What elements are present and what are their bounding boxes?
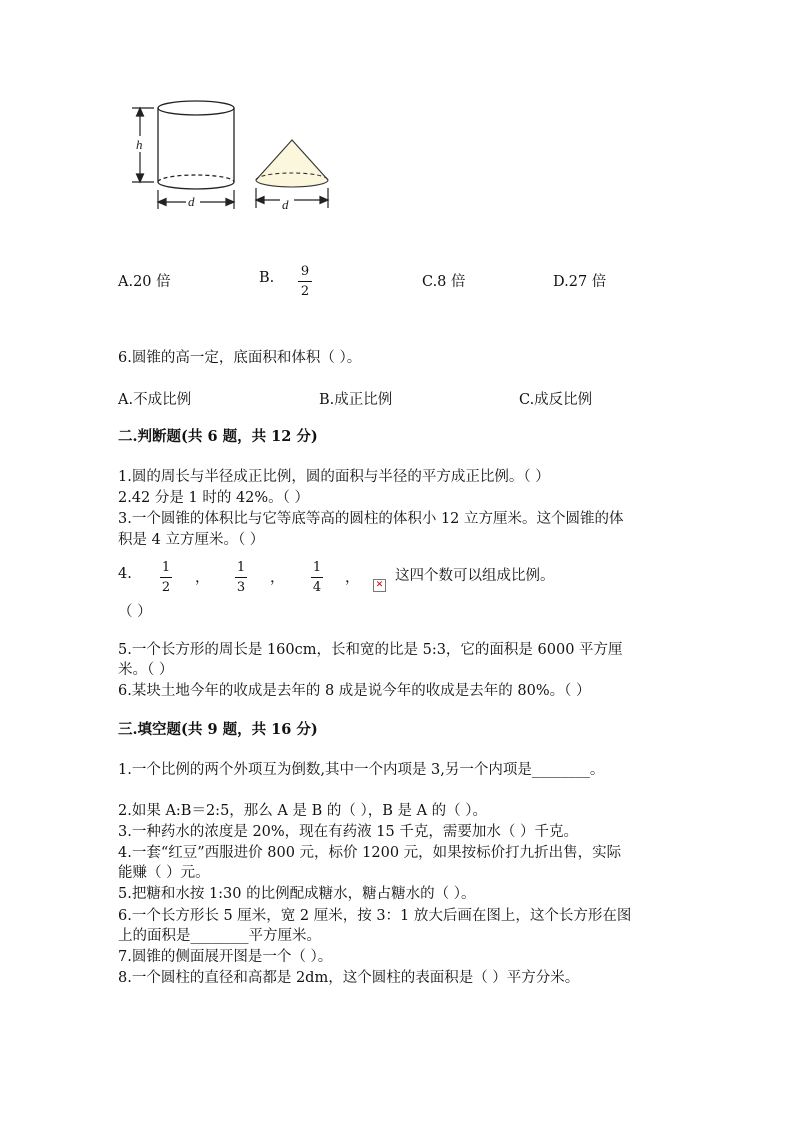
s3-q5: 5.把糖和水按 1:30 的比例配成糖水，糖占糖水的（ ）。 <box>118 886 476 902</box>
section2-heading: 二.判断题(共 6 题，共 12 分) <box>118 428 318 445</box>
s3-q6-line1: 6.一个长方形长 5 厘米，宽 2 厘米，按 3：1 放大后画在图上，这个长方形在图 <box>118 908 632 924</box>
s3-q4-line1: 4.一套“红豆”西服进价 800 元，标价 1200 元，如果按标价打九折出售，实际 <box>118 845 622 861</box>
s2-q5-line1: 5.一个长方形的周长是 160cm，长和宽的比是 5:3，它的面积是 6000 平方厘 <box>118 642 623 658</box>
s2-q4-fraction-3 <box>311 560 323 595</box>
s2-q1: 1.圆的周长与半径成正比例，圆的面积与半径的平方成正比例。（ ） <box>118 469 550 485</box>
broken-image-icon: ✕ <box>373 579 386 592</box>
q6-option-a: A.不成比例 <box>118 392 192 408</box>
q5-option-b-fraction <box>298 264 312 299</box>
q6-stem: 6.圆锥的高一定，底面积和体积（ ）。 <box>118 350 362 366</box>
s2-q4-comma-2: ， <box>270 570 285 586</box>
s3-q7: 7.圆锥的侧面展开图是一个（ ）。 <box>118 949 333 965</box>
fraction-denominator: 4 <box>312 580 322 595</box>
fraction-numerator: 1 <box>236 560 246 575</box>
s2-q4-fraction-1 <box>160 560 172 595</box>
fraction-numerator: 1 <box>312 560 322 575</box>
q5-option-d: D.27 倍 <box>553 274 607 290</box>
s2-q6: 6.某块土地今年的收成是去年的 8 成是说今年的收成是去年的 80%。（ ） <box>118 683 591 699</box>
s2-q4-paren: （ ） <box>118 604 152 620</box>
fraction-numerator: 1 <box>161 560 171 575</box>
cone-diameter-label: d <box>282 197 289 212</box>
height-label: h <box>136 137 143 152</box>
fraction-denominator: 2 <box>161 580 171 595</box>
s2-q4-suffix: 这四个数可以组成比例。 <box>395 568 555 584</box>
q6-option-c: C.成反比例 <box>519 392 593 408</box>
cylinder-cone-figure <box>118 96 348 216</box>
q5-option-c: C.8 倍 <box>422 274 466 290</box>
s2-q3-line2: 积是 4 立方厘米。（ ） <box>118 532 265 548</box>
section3-heading: 三.填空题(共 9 题，共 16 分) <box>118 721 318 738</box>
q5-option-a: A.20 倍 <box>118 274 171 290</box>
s2-q2: 2.42 分是 1 时的 42%。（ ） <box>118 490 310 506</box>
q6-option-b: B.成正比例 <box>319 392 393 408</box>
s3-q4-line2: 能赚（ ）元。 <box>118 865 210 881</box>
s3-q6-line2: 上的面积是________平方厘米。 <box>118 928 321 944</box>
s3-q2: 2.如果 A:B＝2:5，那么 A 是 B 的（ ），B 是 A 的（ ）。 <box>118 803 488 819</box>
cylinder-shape <box>158 101 234 189</box>
cone-shape <box>256 140 328 187</box>
fraction-numerator: 9 <box>300 264 310 279</box>
fraction-denominator: 2 <box>300 284 310 299</box>
s2-q4-comma-1: ， <box>195 570 210 586</box>
cylinder-diameter-label: d <box>188 194 195 209</box>
s3-q1: 1.一个比例的两个外项互为倒数,其中一个内项是 3,另一个内项是________。 <box>118 762 605 778</box>
s2-q4-comma-3: ， <box>345 570 360 586</box>
fraction-denominator: 3 <box>236 580 246 595</box>
s2-q5-line2: 米。（ ） <box>118 662 174 678</box>
s2-q4-fraction-2 <box>235 560 247 595</box>
s3-q8: 8.一个圆柱的直径和高都是 2dm，这个圆柱的表面积是（ ）平方分米。 <box>118 970 580 986</box>
s3-q3: 3.一种药水的浓度是 20%，现在有药液 15 千克，需要加水（ ）千克。 <box>118 824 578 840</box>
s2-q4-number: 4. <box>118 566 132 582</box>
q5-option-b-label: B. <box>259 270 275 286</box>
s2-q3-line1: 3.一个圆锥的体积比与它等底等高的圆柱的体积小 12 立方厘米。这个圆锥的体 <box>118 511 624 527</box>
